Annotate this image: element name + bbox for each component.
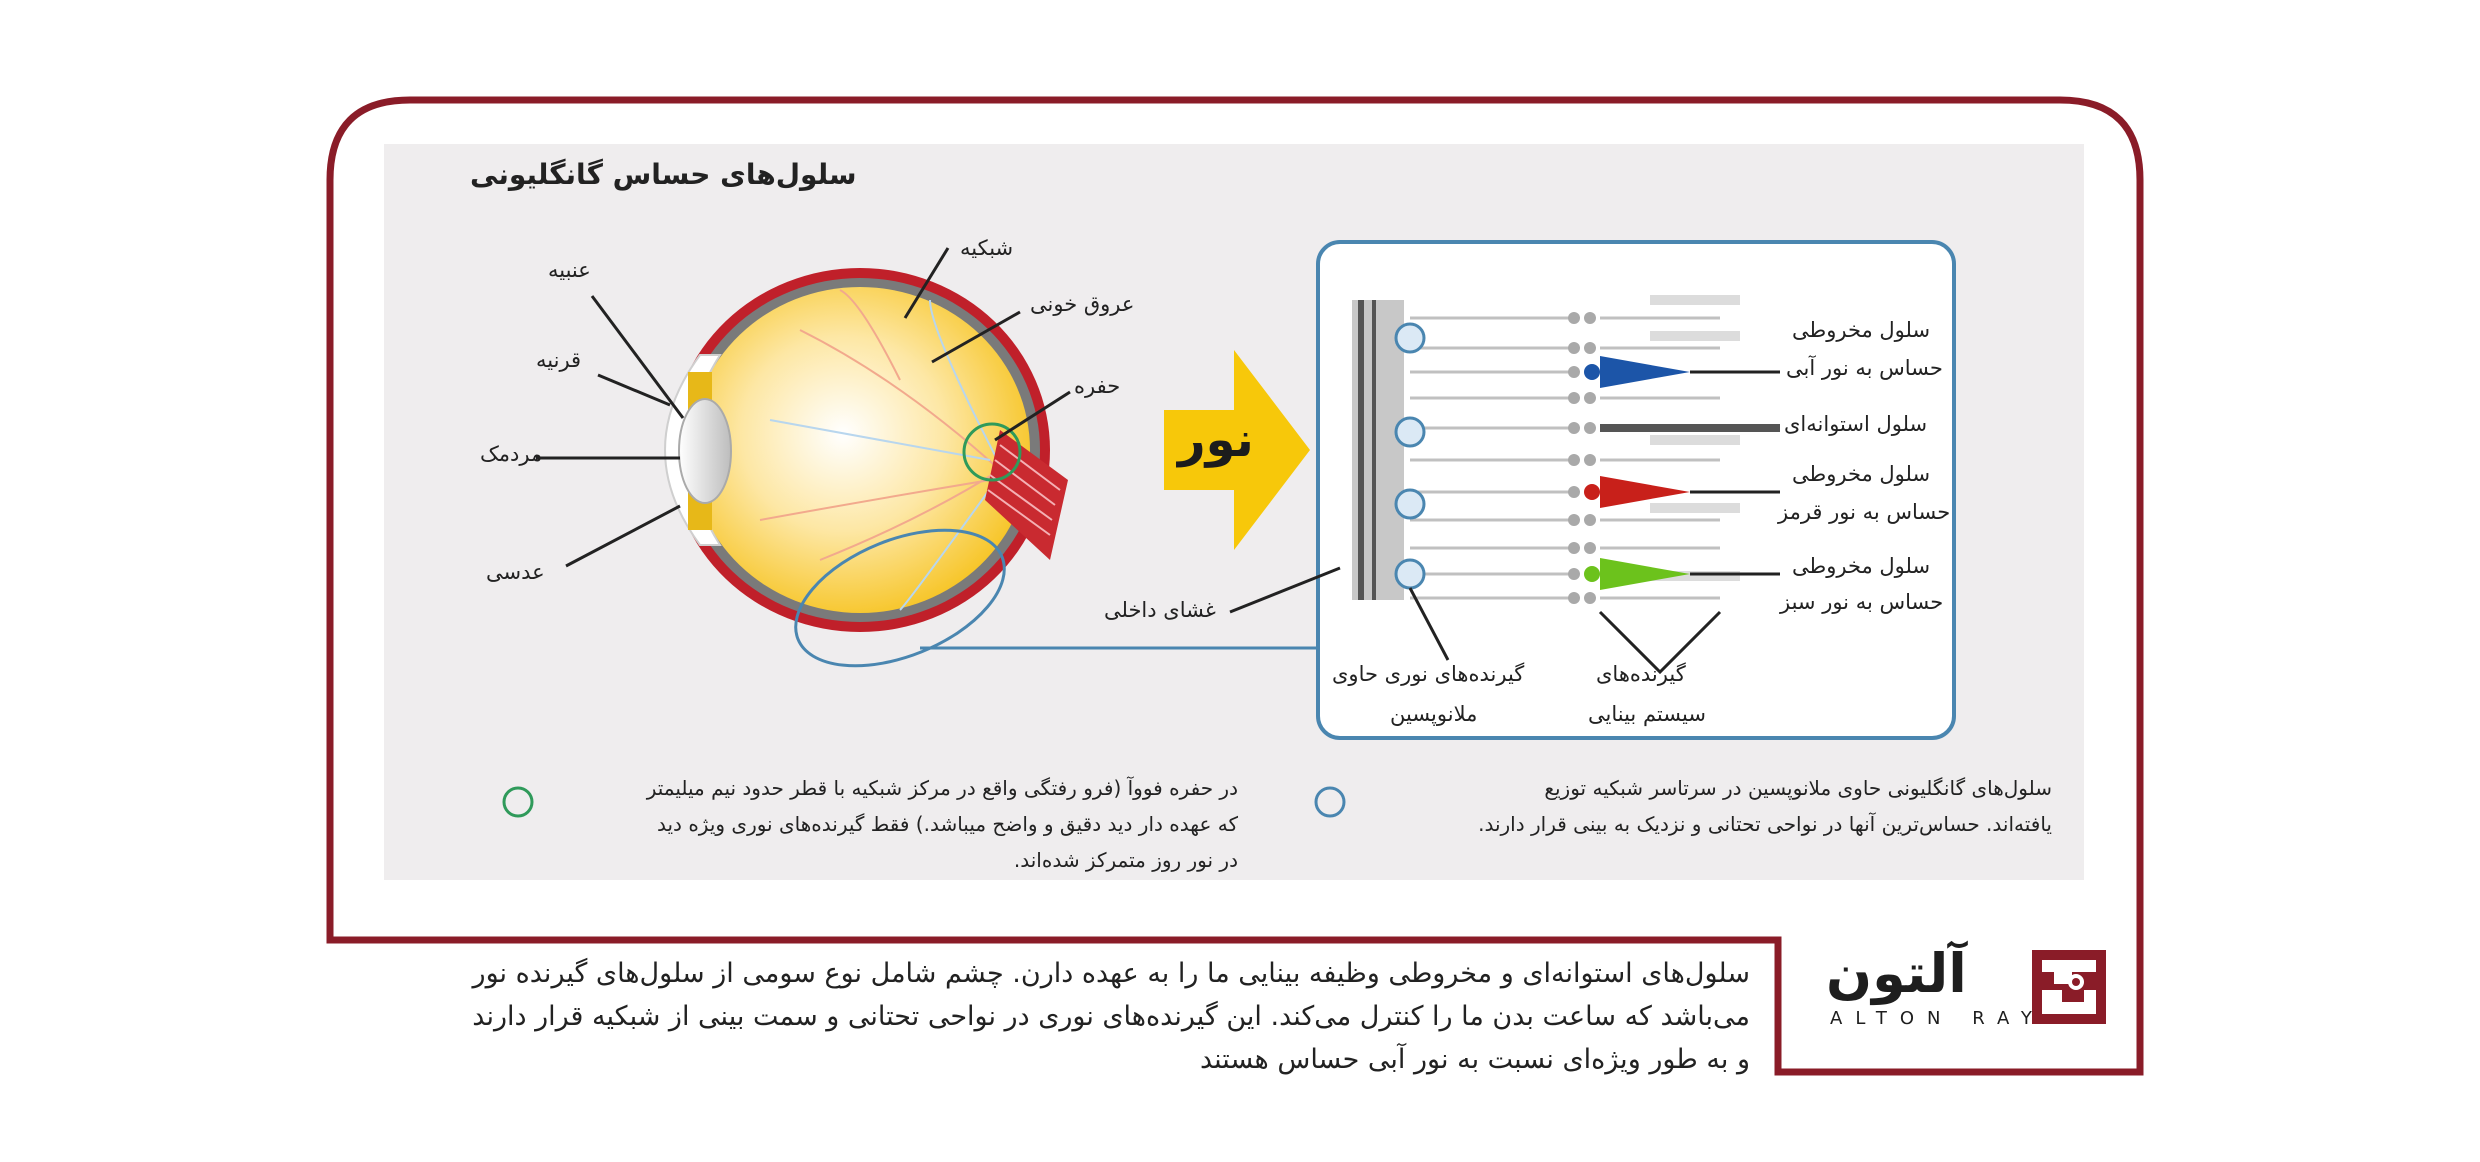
note-left-line: که عهده دار دید دقیق و واضح میباشد.) فقط گیرنده‌های نوری ویژه دید: [656, 812, 1238, 836]
label-cornea: قرنیه: [536, 348, 582, 372]
lens: [679, 399, 731, 503]
blue-note-marker: [1316, 788, 1344, 816]
label-iris: عنبیه: [548, 258, 591, 282]
green-note-marker: [504, 788, 532, 816]
note-left: [548, 770, 1238, 878]
note-left-line: در حفره فووآ (فرو رفتگی واقع در مرکز شبکیه با قطر حدود نیم میلیمتر: [646, 776, 1238, 800]
label-retina: شبکیه: [960, 236, 1014, 260]
note-left-line: در نور روز متمرکز شده‌اند.: [1013, 848, 1238, 872]
label-fovea: حفره: [1074, 374, 1121, 398]
label-visual-2: سیستم بینایی: [1588, 702, 1706, 726]
caption-line: می‌باشد که ساعت بدن ما را کنترل می‌کند. این گیرنده‌های نوری در نواحی تحتانی و سمت بینی از شبکیه قرار دارند: [472, 1001, 1750, 1032]
label-blood-vessels: عروق خونی: [1030, 292, 1135, 316]
brand-name-en: ALTON RAY: [1830, 1008, 2045, 1029]
light-label: نور: [1178, 412, 1254, 468]
rod-cell: [1600, 424, 1780, 432]
label-blue-cone-2: حساس به نور آبی: [1786, 356, 1943, 380]
note-right: [1362, 770, 2052, 842]
note-right-line: سلول‌های گانگلیونی حاوی ملانوپسین در سرتاسر شبکیه توزیع: [1544, 776, 2052, 800]
label-visual-1: گیرنده‌های: [1596, 662, 1686, 686]
label-inner-membrane: غشای داخلی: [1104, 598, 1216, 622]
caption-line: سلول‌های استوانه‌ای و مخروطی وظیفه بینایی ما را به عهده دارن. چشم شامل نوع سومی از سلول‌های گیرنده نور: [472, 958, 1750, 989]
eyeball: [665, 268, 1068, 632]
brand-name-fa: آلتون: [1826, 942, 1967, 1005]
caption: [330, 952, 1750, 1081]
label-red-cone-2: حساس به نور قرمز: [1778, 500, 1951, 524]
label-green-cone-1: سلول مخروطی: [1792, 554, 1931, 578]
label-lens: عدسی: [486, 560, 545, 584]
caption-line: و به طور ویژه‌ای نسبت به نور آبی حساس هستند: [1199, 1044, 1750, 1075]
label-green-cone-2: حساس به نور سبز: [1780, 590, 1944, 614]
label-melanopsin-2: ملانوپسین: [1390, 702, 1478, 726]
label-blue-cone-1: سلول مخروطی: [1792, 318, 1931, 342]
label-rod: سلول استوانه‌ای: [1784, 412, 1928, 436]
figure-title: سلول‌های حساس گانگلیونی: [470, 158, 857, 191]
label-pupil: مردمک: [480, 442, 543, 466]
note-right-line: یافته‌اند. حساس‌ترین آنها در نواحی تحتانی و نزدیک به بینی قرار دارند.: [1478, 812, 2052, 836]
label-red-cone-1: سلول مخروطی: [1792, 462, 1931, 486]
label-melanopsin-1: گیرنده‌های نوری حاوی: [1332, 662, 1525, 686]
